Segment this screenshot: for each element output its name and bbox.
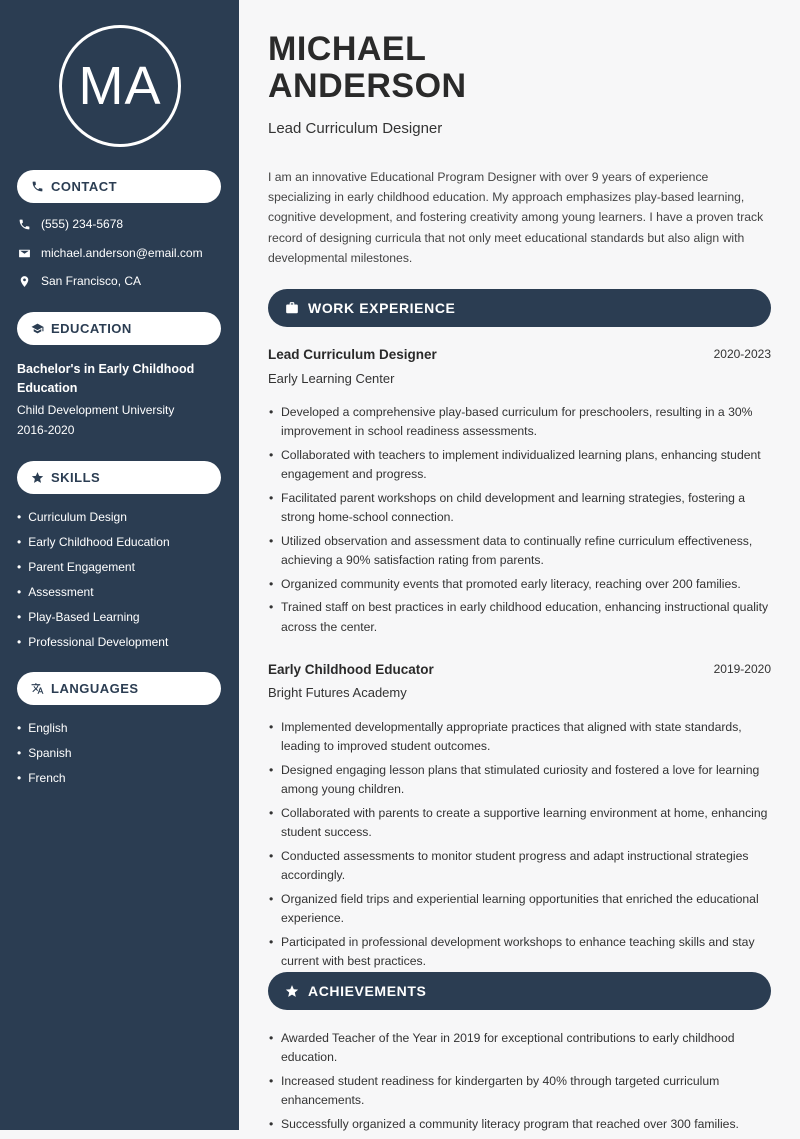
languages-heading: LANGUAGES: [51, 681, 139, 696]
candidate-name: [268, 31, 467, 105]
achievements-heading: ACHIEVEMENTS: [308, 983, 427, 999]
languages-heading-pill: [17, 672, 221, 705]
contact-phone[interactable]: (555) 234-5678: [41, 217, 124, 231]
contact-location: San Francisco, CA: [41, 274, 142, 288]
contact-heading: CONTACT: [51, 179, 118, 194]
bullet-item: • Organized field trips and experiential learning opportunities that enriched the educational experience.: [268, 890, 773, 928]
bullet-item: • Facilitated parent workshops on child development and learning strategies, fostering a strong home-school connection.: [268, 489, 773, 527]
contact-location-row: [18, 274, 141, 288]
sidebar: [0, 0, 239, 1130]
profile-summary: I am an innovative Educational Program Designer with over 9 years of experience specializing in early childhood education. My approach emphasizes play-based learning, cognitive development, and fostering creativity among young learners. I have a proven track record of designing curricula that not only meet educational standards but also align with developmental milestones.: [268, 170, 764, 265]
education-school: Child Development University: [17, 403, 175, 417]
phone-icon: [18, 218, 31, 231]
phone-icon: [31, 180, 44, 193]
languages-list: [17, 719, 72, 794]
star-icon: [31, 471, 44, 484]
contact-phone-row: [18, 217, 123, 231]
achievements-list: [268, 1029, 773, 1139]
job-dates: 2020-2023: [713, 347, 771, 361]
bullet-item: • Conducted assessments to monitor student progress and adapt instructional strategies accordingly.: [268, 847, 773, 885]
job-title: Lead Curriculum Designer: [268, 347, 437, 362]
achievement-item: • Awarded Teacher of the Year in 2019 for exceptional contributions to early childhood education.: [268, 1029, 773, 1067]
skill-item: • Parent Engagement: [17, 558, 170, 583]
initials: MA: [78, 56, 162, 116]
education-heading-pill: [17, 312, 221, 345]
bullet-item: • Designed engaging lesson plans that stimulated curiosity and fostered a love for learning among young children.: [268, 761, 773, 799]
skill-item: • Curriculum Design: [17, 508, 170, 533]
bullet-item: • Developed a comprehensive play-based curriculum for preschoolers, resulting in a 30% improvement in school readiness assessments.: [268, 403, 773, 441]
skill-item: • Play-Based Learning: [17, 608, 170, 633]
work-experience-heading-bar: [268, 289, 771, 327]
star-icon: [285, 984, 299, 998]
contact-heading-pill: [17, 170, 221, 203]
last-name: ANDERSON: [268, 67, 467, 105]
education-years: 2016-2020: [17, 423, 75, 437]
job-organization: Early Learning Center: [268, 371, 395, 386]
contact-email-row: [18, 246, 203, 260]
language-item: • Spanish: [17, 744, 72, 769]
skill-item: • Professional Development: [17, 633, 170, 658]
skills-list: [17, 508, 170, 658]
bullet-item: • Participated in professional development workshops to enhance teaching skills and stay current with best practices.: [268, 933, 773, 971]
job-headline: Lead Curriculum Designer: [268, 120, 443, 137]
achievement-item: • Successfully organized a community literacy program that reached over 300 families.: [268, 1115, 773, 1134]
language-item: • French: [17, 769, 72, 794]
job-dates: 2019-2020: [713, 662, 771, 676]
job-organization: Bright Futures Academy: [268, 685, 407, 700]
achievement-item: • Increased student readiness for kindergarten by 40% through targeted curriculum enhancements.: [268, 1072, 773, 1110]
skills-heading-pill: [17, 461, 221, 494]
achievements-heading-bar: [268, 972, 771, 1010]
job-bullets: [268, 718, 773, 975]
skill-item: • Assessment: [17, 583, 170, 608]
bullet-item: • Organized community events that promoted early literacy, reaching over 200 families.: [268, 575, 773, 594]
education-degree: Bachelor's in Early Childhood Education: [17, 362, 195, 395]
first-name: MICHAEL: [268, 30, 427, 68]
bullet-item: • Collaborated with teachers to implement individualized learning plans, enhancing student engagement and progress.: [268, 446, 773, 484]
language-item: • English: [17, 719, 72, 744]
bullet-item: • Collaborated with parents to create a supportive learning environment at home, enhancing student success.: [268, 804, 773, 842]
monogram-avatar: [59, 25, 181, 147]
mail-icon: [18, 247, 31, 260]
briefcase-icon: [285, 301, 299, 315]
job-title: Early Childhood Educator: [268, 662, 434, 677]
skills-heading: SKILLS: [51, 470, 101, 485]
contact-email[interactable]: michael.anderson@email.com: [41, 246, 203, 260]
bullet-item: • Trained staff on best practices in early childhood education, enhancing instructional quality across the center.: [268, 598, 773, 636]
graduation-cap-icon: [31, 322, 44, 335]
bullet-item: • Implemented developmentally appropriate practices that aligned with state standards, leading to improved student outcomes.: [268, 718, 773, 756]
translate-icon: [31, 682, 44, 695]
education-heading: EDUCATION: [51, 321, 132, 336]
location-pin-icon: [18, 275, 31, 288]
bullet-item: • Utilized observation and assessment data to continually refine curriculum effectiveness, achieving a 90% satisfaction rating from parents.: [268, 532, 773, 570]
skill-item: • Early Childhood Education: [17, 533, 170, 558]
work-experience-heading: WORK EXPERIENCE: [308, 300, 456, 316]
job-bullets: [268, 403, 773, 641]
